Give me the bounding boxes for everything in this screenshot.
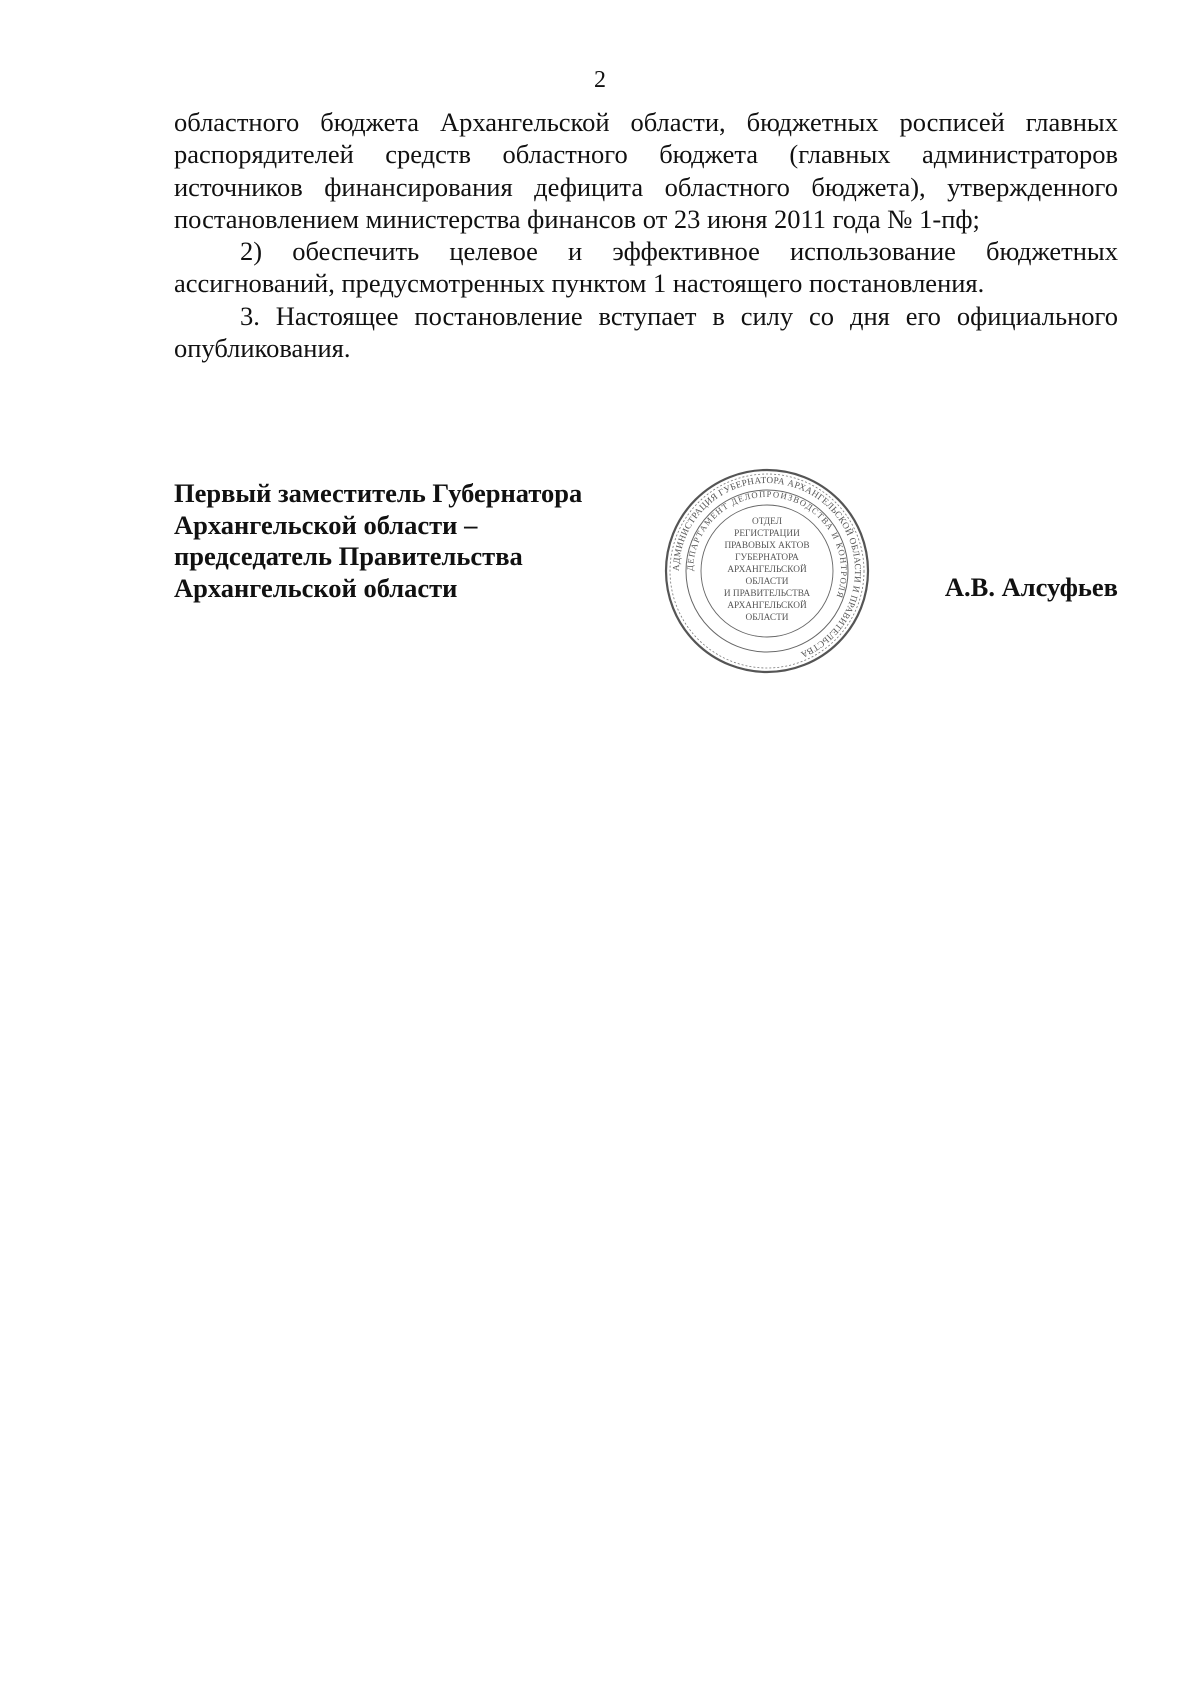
body-paragraph-item-3: 3. Настоящее постановление вступает в силу со дня его официального опубликования. [174, 300, 1118, 364]
signatory-title-line: председатель Правительства [174, 541, 523, 571]
document-body [174, 106, 1118, 364]
page-number: 2 [594, 67, 606, 93]
seal-inner-ring-text: ДЕПАРТАМЕНТ ДЕЛОПРОИЗВОДСТВА И КОНТРОЛЯ [684, 488, 850, 601]
seal-center-line: ОБЛАСТИ [745, 577, 789, 587]
signatory-title-line: Архангельской области [174, 572, 458, 603]
signatory-name: А.В. Алсуфьев [944, 572, 1118, 602]
seal-center-line: АРХАНГЕЛЬСКОЙ [727, 601, 807, 611]
seal-center-line: ОТДЕЛ [751, 517, 783, 527]
body-paragraph-item-2: 2) обеспечить целевое и эффективное использование бюджетных ассигнований, предусмотренных пунктом 1 настоящего постановления. [174, 236, 1118, 299]
seal-center-line: ГУБЕРНАТОРА [735, 553, 799, 563]
seal-icon [662, 466, 872, 676]
seal-center-line: ПРАВОВЫХ АКТОВ [724, 541, 810, 551]
official-seal-stamp [662, 466, 872, 676]
signatory-title [174, 478, 634, 604]
seal-outer-ring-text: АДМИНИСТРАЦИЯ ГУБЕРНАТОРА АРХАНГЕЛЬСКОЙ ОБЛАСТИ И ПРАВИТЕЛЬСТВА [670, 474, 864, 660]
signatory-title-line: Архангельской области – [174, 509, 478, 540]
body-paragraph-continuation: областного бюджета Архангельской области, бюджетных росписей главных распорядителей средств областного бюджета (главных администраторов источников финансирования дефицита областного бюджета), утвержденного постановлением министерства финансов от 23 июня 2011 года № 1-пф; [174, 107, 1118, 234]
seal-center-line: ОБЛАСТИ [745, 613, 789, 623]
seal-center-line: И ПРАВИТЕЛЬСТВА [723, 589, 811, 599]
signatory-title-line: Первый заместитель Губернатора [174, 478, 583, 508]
seal-center-line: АРХАНГЕЛЬСКОЙ [727, 565, 807, 575]
seal-center-line: РЕГИСТРАЦИИ [734, 529, 800, 539]
